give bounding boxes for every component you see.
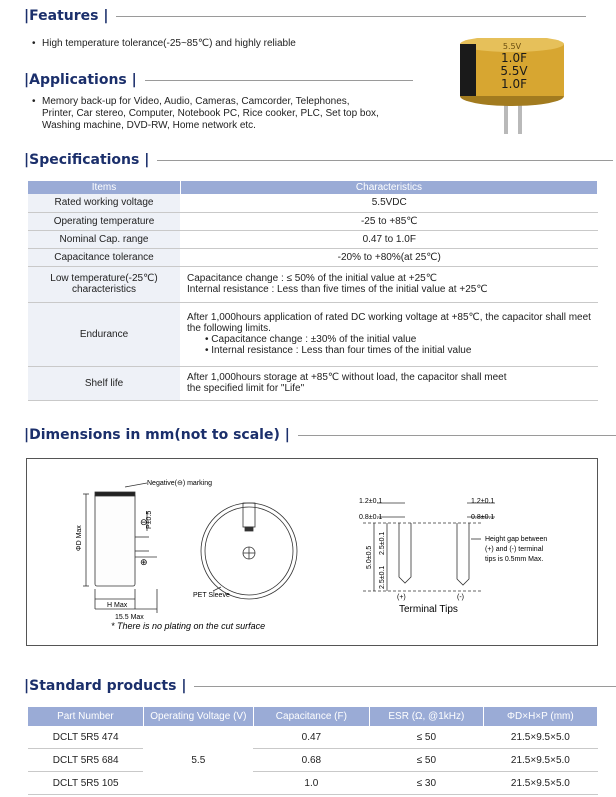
table-row: Operating temperature -25 to +85℃ bbox=[28, 212, 598, 230]
table-row: Endurance After 1,000hours application of rated DC working voltage at +85℃, the capacitor shall meet the following limits. • Capacitance change : ±30% of the initial value • Internal resistance : Less than four times of the initial value bbox=[28, 302, 598, 366]
divider bbox=[298, 435, 616, 436]
dim-0-8-left: 0.8±0.1 bbox=[359, 514, 383, 521]
table-row: DCLT 5R5 474 5.5 0.47 ≤ 50 21.5×9.5×5.0 bbox=[28, 726, 598, 749]
features-heading: | Features | bbox=[24, 8, 586, 24]
terminal-positive-label: (+) bbox=[397, 594, 406, 601]
table-row: Rated working voltage 5.5VDC bbox=[28, 194, 598, 212]
dim-2-5-lower: 2.5±0.1 bbox=[379, 565, 386, 589]
specifications-heading: | Specifications | bbox=[24, 152, 613, 168]
table-row: Shelf life After 1,000hours storage at +85℃ without load, the capacitor shall meet the specified limit for "Life" bbox=[28, 366, 598, 400]
plus-icon: ⊕ bbox=[140, 557, 148, 567]
phi-d-label: ΦD Max bbox=[76, 525, 83, 551]
table-header-row bbox=[28, 181, 598, 194]
plating-note: * There is no plating on the cut surface bbox=[111, 621, 266, 631]
negative-marking-label: Negative(⊖) marking bbox=[147, 480, 212, 487]
table-row: Nominal Cap. range 0.47 to 1.0F bbox=[28, 230, 598, 248]
terminal-negative-label: (-) bbox=[457, 594, 464, 601]
bullet-icon: • bbox=[32, 96, 36, 107]
applications-heading: | Applications | bbox=[24, 72, 413, 88]
p-label: P±0.5 bbox=[146, 510, 153, 529]
bullet-icon: • bbox=[205, 334, 212, 345]
table-row: Low temperature(-25℃) characteristics Capacitance change : ≤ 50% of the initial value at +25℃ Internal resistance : Less than five times of the initial value at +25℃ bbox=[28, 266, 598, 302]
dim-5-0: 5.0±0.5 bbox=[366, 545, 373, 569]
divider bbox=[116, 16, 586, 17]
dim-1-2-left: 1.2±0.1 bbox=[359, 498, 383, 505]
table-row: DCLT 5R5 105 1.0 ≤ 30 21.5×9.5×5.0 bbox=[28, 772, 598, 795]
dimensions-heading: | Dimensions in mm(not to scale) | bbox=[24, 427, 616, 443]
dim-1-2-right: 1.2±0.1 bbox=[471, 498, 495, 505]
height-gap-line3: tips is 0.5mm Max. bbox=[485, 556, 544, 563]
header-items: Items bbox=[28, 181, 181, 194]
terminal-tips-title: Terminal Tips bbox=[399, 604, 458, 615]
features-bullet: • High temperature tolerance(-25~85℃) and highly reliable bbox=[32, 38, 296, 49]
standard-products-heading: | Standard products | bbox=[24, 678, 616, 694]
capacitor-label-3: 1.0F bbox=[501, 77, 527, 91]
table-header-row: Part Number Operating Voltage (V) Capacitance (F) ESR (Ω, @1kHz) ΦD×H×P (mm) bbox=[28, 707, 598, 726]
table-row: DCLT 5R5 684 0.68 ≤ 50 21.5×9.5×5.0 bbox=[28, 749, 598, 772]
height-gap-line2: (+) and (-) terminal bbox=[485, 546, 544, 553]
table-row: Capacitance tolerance -20% to +80%(at 25℃) bbox=[28, 248, 598, 266]
width-max-label: 15.5 Max bbox=[115, 614, 144, 621]
h-max-label: H Max bbox=[107, 602, 128, 609]
capacitor-label-2: 5.5V bbox=[500, 64, 528, 78]
capacitor-top-label: 5.5V bbox=[502, 42, 522, 51]
minus-icon: ⊖ bbox=[140, 517, 148, 527]
pet-sleeve-label: PET Sleeve bbox=[193, 592, 230, 599]
capacitor-label-1: 1.0F bbox=[501, 51, 527, 65]
divider bbox=[194, 686, 616, 687]
dimensions-drawing bbox=[26, 458, 598, 646]
dim-2-5-upper: 2.5±0.1 bbox=[379, 531, 386, 555]
specifications-table bbox=[28, 181, 598, 401]
height-gap-line1: Height gap between bbox=[485, 536, 548, 543]
capacitor-image bbox=[452, 38, 572, 138]
divider bbox=[145, 80, 413, 81]
bullet-icon: • bbox=[205, 345, 212, 356]
dimension-diagram bbox=[27, 459, 597, 645]
applications-bullet: • Memory back-up for Video, Audio, Cameras, Camcorder, Telephones, Printer, Car stereo, Computer, Notebook PC, Rice cooker, PLC, Set top box, Washing machine, DVD-RW, Home network etc. bbox=[32, 96, 379, 131]
bullet-icon: • bbox=[32, 38, 36, 49]
standard-products-table bbox=[28, 707, 598, 795]
divider bbox=[157, 160, 613, 161]
header-characteristics: Characteristics bbox=[181, 181, 598, 194]
dim-0-8-right: 0.8±0.1 bbox=[471, 514, 495, 521]
